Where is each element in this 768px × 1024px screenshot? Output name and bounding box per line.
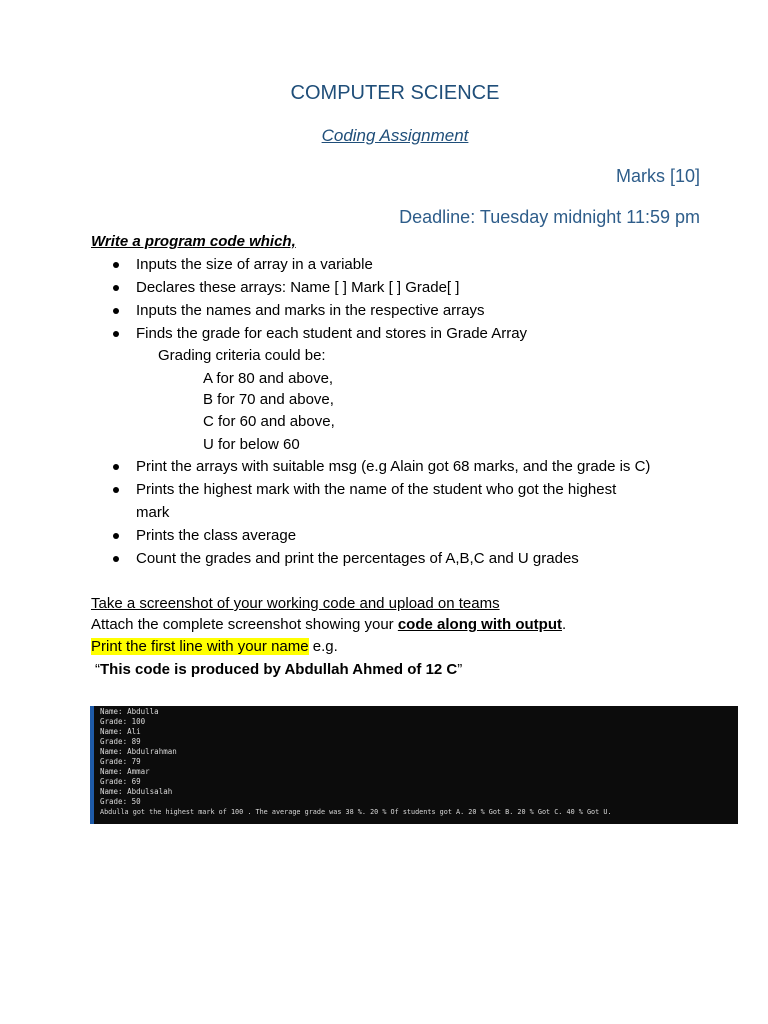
instruction-attach bbox=[91, 615, 566, 635]
criteria-item: U for below 60 bbox=[203, 436, 300, 453]
console-line: Grade: 79 bbox=[100, 757, 141, 766]
list-item: Declares these arrays: Name [ ] Mark [ ] Grade[ ] bbox=[136, 279, 460, 296]
bullet-icon bbox=[113, 285, 119, 291]
example-close-quote: ” bbox=[457, 661, 463, 678]
instruction-name-highlight: Print the first line with your name bbox=[91, 638, 309, 655]
list-item: Prints the class average bbox=[136, 527, 297, 544]
instruction-upload: Take a screenshot of your working code and upload on teams bbox=[91, 595, 500, 612]
console-line: Name: Ammar bbox=[100, 767, 150, 776]
criteria-item: C for 60 and above, bbox=[203, 413, 335, 430]
page-subtitle: Coding Assignment bbox=[321, 126, 469, 145]
example-text: This code is produced by Abdullah Ahmed of 12 C bbox=[100, 661, 458, 678]
bullet-icon bbox=[113, 556, 119, 562]
console-line: Name: Ali bbox=[100, 727, 141, 736]
list-item-continuation: mark bbox=[136, 504, 170, 521]
bullet-icon bbox=[113, 331, 119, 337]
list-item: Finds the grade for each student and stores in Grade Array bbox=[136, 325, 528, 342]
instruction-name bbox=[91, 637, 338, 657]
criteria-item: A for 80 and above, bbox=[203, 370, 334, 387]
bullet-icon bbox=[113, 487, 119, 493]
console-line: Abdulla got the highest mark of 100 . The average grade was 38 %. 20 % Of students got A. 20 % Got B. 20 % Got C. 40 % Got U. bbox=[100, 808, 612, 816]
bullet-icon bbox=[113, 533, 119, 539]
list-item: Prints the highest mark with the name of the student who got the highest bbox=[136, 481, 617, 498]
console-line: Name: Abdulla bbox=[100, 707, 159, 716]
list-item: Inputs the names and marks in the respective arrays bbox=[136, 302, 485, 319]
console-line: Grade: 89 bbox=[100, 737, 141, 746]
marks-label: Marks [10] bbox=[615, 166, 700, 186]
example-line bbox=[95, 660, 462, 680]
console-line: Name: Abdulsalah bbox=[100, 787, 173, 796]
console-output-screenshot bbox=[90, 706, 738, 824]
bullet-icon bbox=[113, 262, 119, 268]
deadline-label: Deadline: Tuesday midnight 11:59 pm bbox=[399, 207, 700, 227]
list-item: Inputs the size of array in a variable bbox=[136, 256, 373, 273]
console-line: Grade: 50 bbox=[100, 797, 141, 806]
criteria-item: B for 70 and above, bbox=[203, 391, 334, 408]
instruction-attach-emphasis: code along with output bbox=[397, 616, 562, 633]
instruction-attach-prefix: Attach the complete screenshot showing your bbox=[91, 616, 398, 633]
criteria-heading: Grading criteria could be: bbox=[158, 347, 326, 364]
example-open-quote: “ bbox=[95, 661, 100, 678]
bullet-icon bbox=[113, 464, 119, 470]
console-line: Grade: 69 bbox=[100, 777, 141, 786]
page-title: COMPUTER SCIENCE bbox=[290, 82, 500, 104]
console-line: Name: Abdulrahman bbox=[100, 747, 177, 756]
list-item: Count the grades and print the percentages of A,B,C and U grades bbox=[136, 550, 579, 567]
task-intro: Write a program code which, bbox=[91, 233, 296, 250]
console-line: Grade: 100 bbox=[100, 717, 146, 726]
instruction-name-suffix: e.g. bbox=[308, 638, 338, 655]
bullet-icon bbox=[113, 308, 119, 314]
instruction-attach-suffix: . bbox=[562, 616, 567, 633]
list-item: Print the arrays with suitable msg (e.g Alain got 68 marks, and the grade is C) bbox=[136, 458, 651, 475]
